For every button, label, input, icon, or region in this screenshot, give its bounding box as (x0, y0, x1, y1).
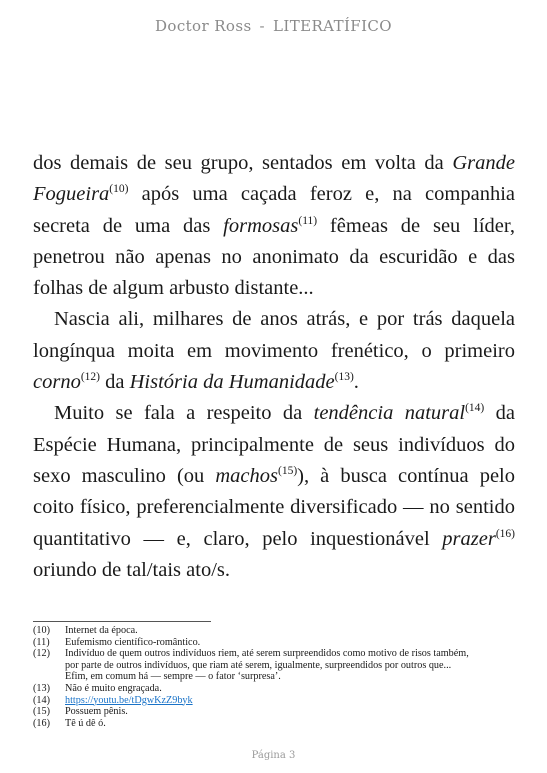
footnote-text: Tê ú dê ó. (65, 717, 106, 729)
footnote-ref-13[interactable]: (13) (334, 371, 354, 384)
header-book-title: LITERATÍFICO (273, 17, 393, 35)
footnote-14 (33, 695, 515, 707)
footnote-text: Internet da época. (65, 625, 138, 636)
text-run: dos demais de seu grupo, sentados em volta da (33, 152, 453, 174)
emphasis-tendencia: tendência natural (313, 402, 466, 425)
text-run: Nascia ali, milhares de anos atrás, e por trás daquela longínqua moita em movimento frenético, o primeiro (33, 308, 515, 362)
emphasis-formosas: formosas (223, 214, 299, 237)
text-run: após uma caçada feroz e, na companhia secreta de uma das (33, 183, 515, 237)
footnote-text: Não é muito engraçada. (65, 682, 162, 694)
paragraph-1 (33, 148, 515, 304)
footnote-number: (14) (33, 694, 50, 706)
paragraph-2 (33, 304, 515, 398)
footnote-text: por parte de outros indivíduos, que riam até serem, igualmente, surpreendidos por outros que... (65, 659, 452, 671)
youtube-link[interactable]: https://youtu.be/tDgwKzZ9byk (65, 694, 193, 706)
text-run: oriundo de tal/tais ato/s. (33, 558, 230, 581)
footnote-ref-16[interactable]: (16) (495, 527, 515, 540)
footnote-15 (33, 706, 515, 718)
text-run: da (100, 371, 130, 394)
footnote-number: (13) (33, 682, 50, 694)
footnote-text: Eufemismo científico-romântico. (65, 636, 201, 648)
text-run: . (353, 371, 359, 394)
page-number: Página 3 (251, 750, 296, 761)
emphasis-prazer: prazer (442, 527, 496, 550)
footnote-ref-10[interactable]: (10) (109, 183, 129, 196)
footnote-number: (16) (33, 717, 50, 729)
footnote-number: (12) (33, 648, 50, 660)
footnote-text: Possuem pênis. (65, 706, 128, 718)
text-run: ), à busca contínua pelo coito físico, preferencialmente diversificado — no sentido quantitativo — e, claro, pelo inquestionável (33, 464, 515, 550)
footnote-ref-12[interactable]: (12) (80, 371, 100, 384)
page-body (33, 148, 515, 586)
footnote-11 (33, 637, 515, 649)
footnote-number: (10) (33, 625, 50, 636)
emphasis-machos: machos (215, 464, 278, 487)
footnote-ref-14[interactable]: (14) (465, 402, 485, 415)
footnote-13 (33, 683, 515, 695)
footnotes (33, 625, 515, 729)
footnote-number: (11) (33, 636, 50, 648)
footnote-16 (33, 718, 515, 730)
header-author: Doctor Ross (154, 17, 252, 35)
footnote-number: (15) (33, 706, 50, 718)
running-header (0, 17, 547, 35)
footnote-text: Indivíduo de quem outros indivíduos riem, até serem surpreendidos como motivo de risos também, (65, 648, 469, 660)
footnote-ref-11[interactable]: (11) (298, 214, 318, 227)
emphasis-historia: História da Humanidade (129, 371, 335, 394)
footnote-10 (33, 625, 515, 637)
text-run: Muito se fala a respeito da (54, 402, 314, 425)
footnote-12 (33, 648, 515, 683)
emphasis-grande-fogueira: Grande Fogueira (33, 152, 515, 206)
footnote-ref-15[interactable]: (15) (277, 464, 298, 477)
header-separator: - (259, 17, 266, 35)
text-run: fêmeas de seu líder, penetrou não apenas no anonimato da escuridão e das folhas de algum arbusto distante... (33, 214, 515, 300)
emphasis-corno: corno (33, 371, 81, 394)
footnote-divider (33, 621, 211, 622)
paragraph-3 (33, 398, 515, 586)
text-run: da Espécie Humana, principalmente de seus indivíduos do sexo masculino (ou (33, 402, 515, 487)
footnote-text: Efim, em comum há — sempre — o fator ‘surpresa’. (65, 671, 281, 683)
